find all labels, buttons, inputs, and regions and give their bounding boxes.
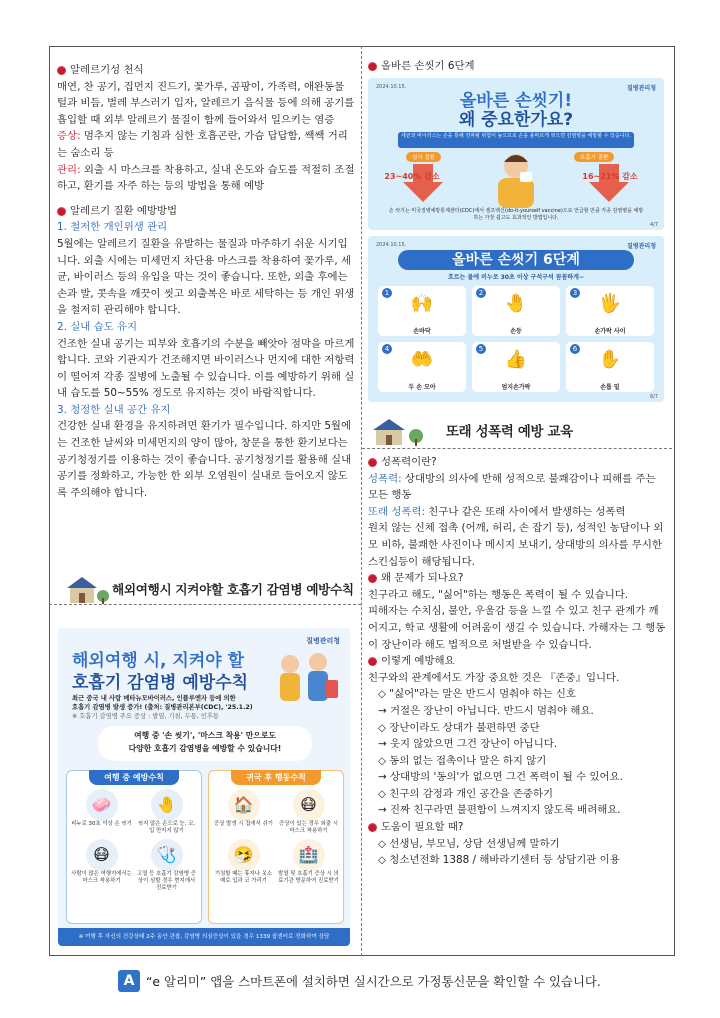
box-during-title: 여행 중 예방수칙 [89,770,179,785]
poster2-title: 올바른 손씻기 6단계 [398,250,634,270]
step-1: 1 🙌 손바닥 [378,286,466,336]
poster-sub1: 최근 중국 내 사람 메타뉴모바이러스, 인플루엔자 등에 의한 [72,695,236,702]
poster-title1: 해외여행 시, 지켜야 할 [72,651,245,671]
def1: 성폭력: 상대방의 의사에 반해 성적으로 불쾌감이나 피해를 주는 모든 행동 [368,472,656,502]
banner-dash-line [362,448,672,449]
home-icon: 🏠 [228,789,260,821]
travel-box-after [208,770,344,924]
travel-banner [66,570,356,604]
list-item: → 진짜 친구라면 불편함이 느껴지지 않도록 배려해요. [378,804,621,817]
poster-sub3: ※ 호흡기 감염병 주요 증상 : 발열, 기침, 두통, 인후통 [72,713,219,720]
poster-org: 질병관리청 [306,637,340,645]
step-3: 3 🖐 손가락 사이 [566,286,654,336]
during-item-1: 🧼 비누로 30초 이상 손 씻기 [71,789,132,835]
violence-banner-text: 또래 성폭력 예방 교육 [446,425,573,440]
p3-body: 건강한 실내 환경을 유지하려면 환기가 필수입니다. 하지만 5월에는 건조한 날씨와 미세먼지의 양이 많아, 창문을 통한 환기보다는 공기청정기를 이용하는 것이 좋습니다. 공기청정기를 활용해 실내 공기를 정화하고, 가능한 한 외부 오염원이 실내로 들어오지 않도록 주의해야 합니다. [57,420,352,499]
poster1-bottom: 손 씻기는 미국질병예방통제센터(CDC)에서 셀프백신(do-it-yourself vaccine)으로 언급할 만큼 각종 감염병을 예방하는 가장 쉽고도 효과적인 방법입니다. [388,208,644,221]
q3-intro: 친구와의 관계에서도 가장 중요한 것은 『존중』입니다. [368,671,620,684]
flower-icon [57,66,66,75]
hand-icon: 🤲 [410,349,434,370]
list-item: → 상대방의 '동의'가 없으면 그건 폭력이 될 수 있어요. [378,771,623,784]
down-arrow-icon [574,164,644,204]
step-2: 2 🤚 손등 [472,286,560,336]
p1-title: 1. 철저한 개인위생 관리 [57,221,168,234]
prevent-heading: 알레르기 질환 예방방법 [57,203,355,220]
mask-icon: 😷 [86,839,118,871]
mask-icon: 😷 [293,789,325,821]
flower-icon [368,62,377,71]
e-alimi-app-icon: A [118,970,140,992]
travel-banner-text: 해외여행시 지켜야할 호흡기 감염병 예방수칙 [112,582,354,597]
footer-text: “e 알리미” 앱을 스마트폰에 설치하면 실시간으로 가정통신문을 확인할 수 있습니다. [146,974,601,989]
handwash-poster-steps: 2024.10.15. 질병관리청 올바른 손씻기 6단계 흐르는 물에 비누로 30초 이상 구석구석 꼼꼼하게~ 1 🙌 손바닥 2 🤚 손등 3 🖐 손가락 사이 4 🤲 두 손 모아 5 👍 엄지손가락 6 ✋ 손톱 밑 6/7 [368,236,664,402]
after-item-2: 😷 증상이 있는 경우 외출 시 마스크 착용하기 [278,789,339,835]
sneezing-person-illustration-icon [480,148,552,210]
during-item-4: 🩺 고열 등 호흡기 감염병 증상이 심할 경우 현지에서 진료받기 [136,839,197,892]
list-item: ◇ 청소년전화 1388 / 해바라기센터 등 상담기관 이용 [378,854,620,867]
travel-box-during [66,770,202,924]
after-item-4: 🏥 발열 및 호흡기 증상 시 의료기관 방문하여 진료받기 [278,839,339,885]
poster1-org: 질병관리청 [627,85,656,92]
list-item: ◇ 친구의 감정과 개인 공간을 존중하기 [378,787,554,800]
def2: 또래 성폭력: 친구나 같은 또래 사이에서 발생하는 성폭력 [368,505,626,518]
violence-banner [372,412,662,446]
allergy-heading: 알레르기성 천식 [57,62,355,79]
box-after-title: 귀국 후 행동수칙 [231,770,321,785]
during-item-3: 😷 사람이 많은 여행지에서는 마스크 착용하기 [71,839,132,892]
manage-paragraph: 관리: 외출 시 마스크를 착용하고, 실내 온도와 습도를 적절히 조절하고, 환기를 자주 하는 등의 방법을 통해 예방 [57,163,355,193]
poster1-desc: 세균과 바이러스는 손을 통해 전파될 위험이 높으므로 손을 올바르게 씻으면 감염병을 예방할 수 있습니다. [398,132,634,148]
poster2-sub: 흐르는 물에 비누로 30초 이상 구석구석 꼼꼼하게~ [447,274,585,281]
step-4: 4 🤲 두 손 모아 [378,342,466,392]
house-illustration-icon [66,574,110,604]
right-column [368,454,668,869]
step-6: 6 ✋ 손톱 밑 [566,342,654,392]
p2-body: 건조한 실내 공기는 피부와 호흡기의 수분을 빼앗아 점막을 마르게 합니다. 코와 기관지가 건조해지면 바이러스나 먼지에 대한 저항력이 떨어져 각종 질병에 노출될 수 있습니다. 이를 예방하기 위해 실내 습도를 50~55% 정도로 유지하는 것이 바람직합니다. [57,337,355,400]
after-item-3: 🤧 기침할 때는 휴지나 옷소매로 입과 코 가리기 [213,839,274,885]
hospital-icon: 🏥 [293,839,325,871]
manage-label: 관리: [57,163,81,176]
hand-icon: 🤚 [504,293,528,314]
step-5: 5 👍 엄지손가락 [472,342,560,392]
list-item: ◇ 동의 없는 접촉이나 말은 하지 않기 [378,754,547,767]
list-item: → 웃지 않았으면 그건 장난이 아닙니다. [378,738,558,751]
list-item: ◇ 선생님, 부모님, 상담 선생님께 말하기 [378,837,560,850]
after-item-1: 🏠 증상 발생 시 집에서 쉬기 [213,789,274,835]
symptom-label: 증상: [57,130,81,143]
p1-body: 5월에는 알레르기 질환을 유발하는 물질과 마주하기 쉬운 시기입니다. 외출 시에는 미세먼지 차단용 마스크를 착용하여 꽃가루, 세균, 바이러스 등의 유입을 막는 것이 좋습니다. 또한, 외출 후에는 손과 발, 콧속을 깨끗이 씻고 외출복은 바로 세탁하는 등 개인 위생을 철저히 관리해야 합니다. [57,237,355,317]
handwash-poster-why: 2024.10.15. 질병관리청 올바른 손씻기! 왜 중요한가요? 세균과 바이러스는 손을 통해 전파될 위험이 높으므로 손을 올바르게 씻으면 감염병을 예방할 수 있습니다. 설사 질환 호흡기 질환 23~40% 감소 16~21% 감소 손 씻기는 미국질병예방통제센터(CDC)에서 셀프백신(do-it-yourself vaccine)으로 언급할 만큼 각종 감염병을 예방하는 가장 쉽고도 효과적인 방법입니다. 4/7 [368,78,664,230]
symptom-paragraph: 증상: 멈추지 않는 기침과 심한 호흡곤란, 가슴 답답함, 쌕쌕 거리는 숨소리 등 [57,130,348,159]
travel-poster [58,628,350,946]
poster-message: 여행 중 '손 씻기', '마스크 착용' 만으로도 다양한 호흡기 감염병을 예방할 수 있습니다! [98,726,312,761]
def3: 원치 않는 신체 접촉 (어깨, 허리, 손 잡기 등), 성적인 농담이나 외모 비하, 불쾌한 사진이나 메시지 보내기, 상대방의 의사를 무시한 스킨십등이 해당됩니다. [368,522,664,568]
section-divider [49,604,361,605]
handwash-heading: 올바른 손씻기 6단계 [368,58,666,75]
list-item: → 거절은 장난이 아닙니다. 반드시 멈춰야 해요. [378,704,594,717]
poster-sub2: 호흡기 감염병 발생 증가! (출처: 질병관리본부(CDC), '25.1.2) [72,704,253,711]
poster2-org: 질병관리청 [627,243,656,250]
during-item-2: 🤚 씻지 않은 손으로 눈, 코, 입 만지지 않기 [136,789,197,835]
q4-heading: 도움이 필요할 때? [368,819,668,836]
flower-icon [368,574,377,583]
hand-icon: 🙌 [410,293,434,314]
left-column [57,62,355,501]
q1-heading: 성폭력이란? [368,454,668,471]
p3-title: 3. 청정한 실내 공간 유지 [57,403,171,416]
house-illustration-icon [372,416,428,446]
cough-icon: 🤧 [228,839,260,871]
flower-icon [57,207,66,216]
handwash-icon: 🧼 [86,789,118,821]
poster1-title: 올바른 손씻기! 왜 중요한가요? [458,91,574,130]
poster-footer: ※ 여행 후 자신의 건강상태 2주 동안 관찰, 감염병 의심증상이 있을 경우 1339 콜센터로 전화하여 상담 [58,928,350,946]
footer [118,970,601,992]
q3-heading: 이렇게 예방해요 [368,653,668,670]
column-divider [361,46,362,956]
q2-heading: 왜 문제가 되나요? [368,570,668,587]
flower-icon [368,823,377,832]
list-item: ◇ 장난이라도 상대가 불편하면 중단 [378,721,540,734]
p2-title: 2. 실내 습도 유지 [57,320,138,333]
steps-grid [378,286,654,392]
hand-icon: 👍 [504,349,528,370]
down-arrow-icon [388,164,458,204]
allergy-body: 매연, 찬 공기, 집먼지 진드기, 꽃가루, 곰팡이, 가족력, 애완동물 털과 비듬, 벌레 부스러기 입자, 알레르기 음식물 등에 의해 공기를 흡입할 때 외부 알레르기 물질이 함께 들어와서 일으키는 염증 [57,80,355,126]
poster-title2: 호흡기 감염병 예방수칙 [72,673,249,693]
hand-icon: ✋ [598,349,622,370]
hand-icon: 🖐 [598,293,622,314]
flower-icon [368,458,377,467]
flower-icon [368,657,377,666]
q2-body1: 친구라고 해도, "싫어"하는 행동은 폭력이 될 수 있습니다. [368,588,629,601]
handwash-heading-wrap [368,58,666,75]
list-item: ◇ "싫어"라는 말은 반드시 멈춰야 하는 신호 [378,688,576,701]
q2-body2: 피해자는 수치심, 불안, 우울감 등을 느낄 수 있고 친구 관계가 깨어지고, 학교 생활에 어려움이 생길 수 있습니다. 가해자는 그 행동이 장난이라 해도 법적으로 처벌받을 수 있습니다. [368,605,666,651]
doctor-icon: 🩺 [151,839,183,871]
face-touch-icon: 🤚 [151,789,183,821]
